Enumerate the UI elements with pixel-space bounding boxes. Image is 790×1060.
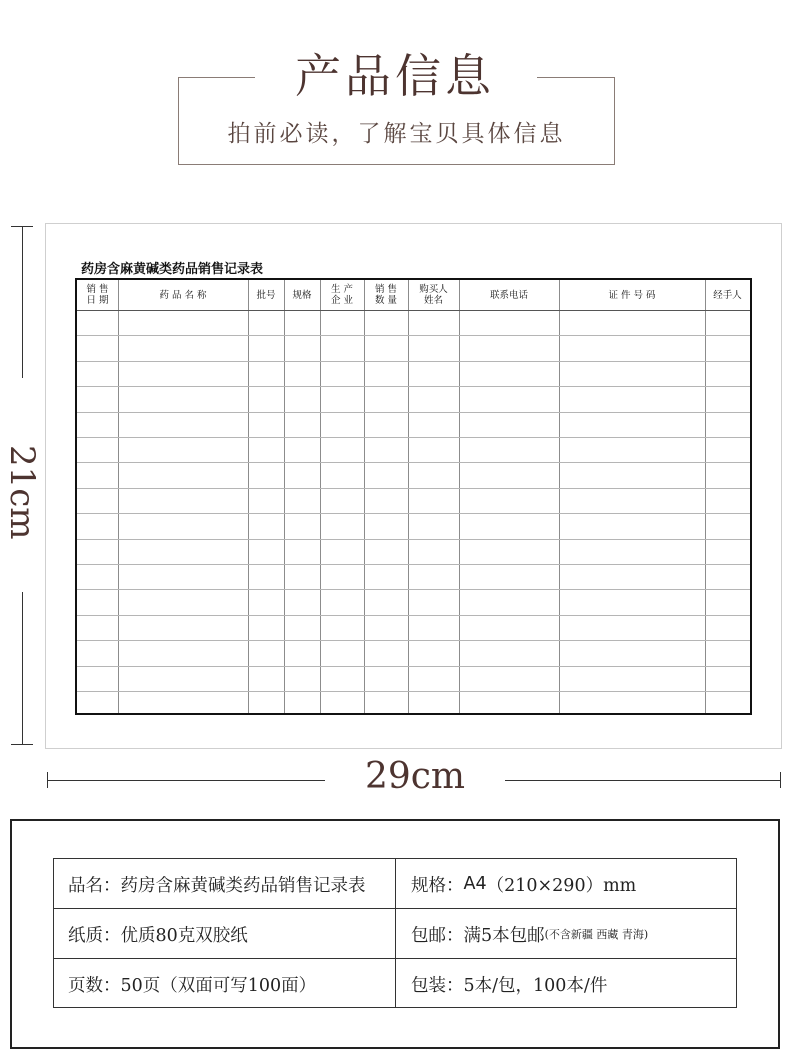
form-column-header: 药 品 名 称 <box>159 289 207 301</box>
form-row-divider <box>77 488 750 489</box>
width-line-left <box>47 780 325 781</box>
form-row-divider <box>77 386 750 387</box>
spec-paper: 纸质：优质80克双胶纸 <box>68 925 248 946</box>
form-row-divider <box>77 564 750 565</box>
spec-product-name: 品名：药房含麻黄碱类药品销售记录表 <box>68 875 366 896</box>
form-row-divider <box>77 615 750 616</box>
width-tick-right <box>780 772 781 788</box>
form-column-header: 规格 <box>292 289 312 301</box>
form-row-divider <box>77 513 750 514</box>
form-column-divider <box>408 280 409 713</box>
form-column-header: 经手人 <box>713 289 742 301</box>
form-row-divider <box>77 691 750 692</box>
page-subtitle: 拍前必读，了解宝贝具体信息 <box>227 121 566 147</box>
height-tick-bottom <box>11 744 33 745</box>
height-line-top <box>22 226 23 378</box>
spec-shipping-label: 包邮：满5本包邮 <box>411 925 545 946</box>
spec-pages: 页数：50页（双面可写100面） <box>68 975 317 996</box>
form-row-divider <box>77 666 750 667</box>
form-row-divider <box>77 462 750 463</box>
spec-row-1 <box>54 859 736 909</box>
form-column-header: 销 售 日 期 <box>86 284 109 306</box>
form-column-header: 联系电话 <box>489 289 528 301</box>
form-column-divider <box>459 280 460 713</box>
form-column-divider <box>705 280 706 713</box>
spec-shipping-note: (不含新疆 西藏 青海) <box>544 928 649 941</box>
form-row-divider <box>77 437 750 438</box>
spec-size-value: A4 <box>463 874 487 894</box>
form-table <box>75 278 752 715</box>
form-row-divider <box>77 539 750 540</box>
spec-shipping <box>411 909 733 959</box>
form-column-divider <box>248 280 249 713</box>
spec-row-2 <box>54 909 736 959</box>
form-row-divider <box>77 640 750 641</box>
form-row-divider <box>77 361 750 362</box>
form-column-divider <box>284 280 285 713</box>
form-column-divider <box>364 280 365 713</box>
form-row-divider <box>77 412 750 413</box>
spec-packaging: 包装：5本/包，100本/件 <box>411 975 608 996</box>
spec-size <box>411 859 733 909</box>
form-row-divider <box>77 335 750 336</box>
height-line-bottom <box>22 592 23 744</box>
form-header-divider <box>77 310 750 311</box>
width-line-right <box>505 780 781 781</box>
form-row-divider <box>77 589 750 590</box>
form-column-header: 批号 <box>256 289 276 301</box>
form-column-divider <box>320 280 321 713</box>
form-column-divider <box>559 280 560 713</box>
form-column-header: 证 件 号 码 <box>608 289 656 301</box>
form-column-header: 购买人 姓名 <box>419 284 448 306</box>
page-title: 产品信息 <box>295 49 495 103</box>
height-label: 21cm <box>2 445 42 540</box>
spec-table <box>53 858 737 1008</box>
width-label: 29cm <box>364 756 466 797</box>
spec-row-3 <box>54 959 736 1009</box>
form-column-header: 生 产 企 业 <box>330 284 354 306</box>
spec-size-label: 规格： <box>411 875 464 896</box>
form-column-divider <box>118 280 119 713</box>
spec-size-extra: （210×290）mm <box>486 875 637 896</box>
form-title: 药房含麻黄碱类药品销售记录表 <box>81 262 264 277</box>
form-column-header: 销 售 数 量 <box>374 284 398 306</box>
